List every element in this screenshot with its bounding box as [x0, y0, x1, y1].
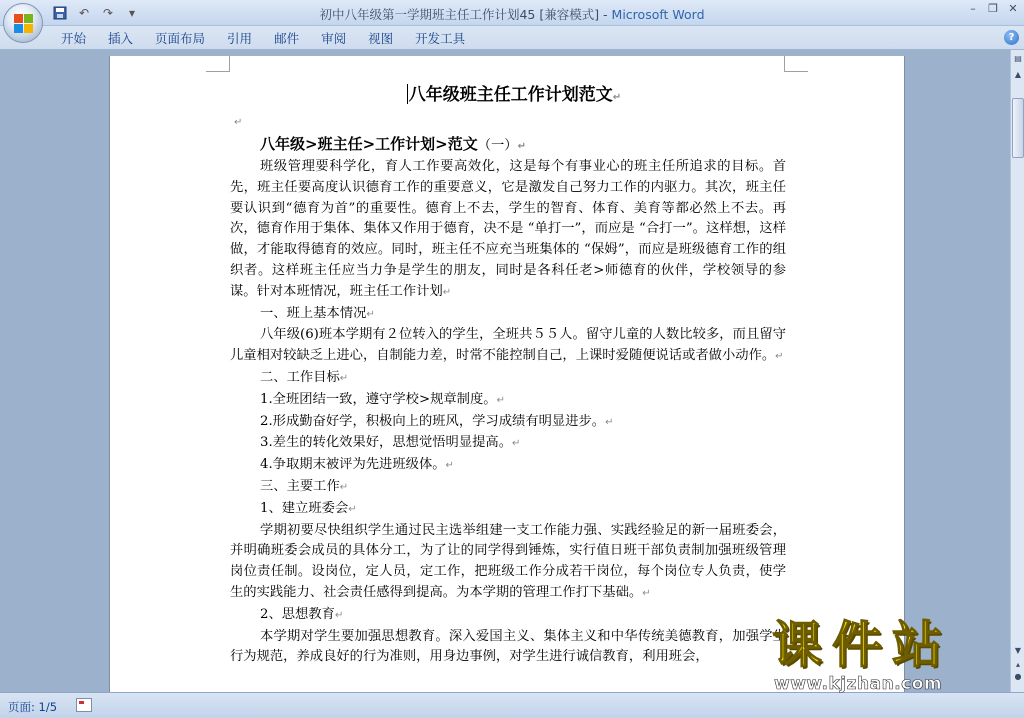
office-logo-icon [14, 14, 34, 34]
close-button[interactable]: ✕ [1008, 2, 1018, 15]
previous-page-icon[interactable]: ▴ [1015, 660, 1020, 669]
office-button[interactable] [3, 3, 43, 43]
title-bar [0, 0, 1024, 26]
paragraph-intro: 班级管理要科学化，育人工作要高效化，这是每个有事业心的班主任所追求的目标。首先，班主任要高度认识德育工作的重要意义，它是激发自己努力工作的内驱力。其次，班主任要认识到“德育为首”的重要性。德育上不去，学生的智育、体育、美育等都必然上不去。再次，德育作用于集体、集体又作用于德育，决不是 “单打一”，而应是 “合打一”。这样想，这样做，才能取得德育的效应。同时，班主任不应充当班集体的 “保姆”，而应是班级德育工作的组织者。这样班主任应当力争是学生的朋友，同时是各科任老>师德育的伙伴，学校领导的参谋。针对本班情况，班主任工作计划↵ [230, 159, 786, 299]
heading-basic-info: 一、班上基本情况↵ [260, 305, 375, 321]
crop-mark-top-left [206, 56, 230, 72]
watermark-logo [772, 616, 1012, 696]
crop-mark-top-right [784, 56, 808, 72]
heading-ideological-education: 2、思想教育↵ [260, 606, 344, 622]
document-name: 初中八年级第一学期班主任工作计划45 [兼容模式] - [319, 7, 612, 22]
goal-item: 2.形成勤奋好学，积极向上的班风，学习成绩有明显进步。↵ [260, 413, 614, 429]
minimize-button[interactable]: – [970, 2, 976, 15]
document-page[interactable] [110, 56, 904, 692]
ribbon-tab-strip [0, 26, 1024, 50]
tab-insert[interactable]: 插入 [108, 31, 134, 46]
ribbon-tabs [52, 30, 478, 48]
tab-view[interactable]: 视图 [368, 31, 394, 46]
text-cursor [407, 84, 408, 104]
watermark-url: www.kjzhan.com [774, 674, 943, 694]
document-content[interactable] [230, 80, 786, 668]
empty-paragraph: ↵ [234, 117, 243, 128]
goal-item: 4.争取期末被评为先进班级体。↵ [260, 457, 454, 473]
tab-mailings[interactable]: 邮件 [274, 31, 300, 46]
heading-main-work: 三、主要工作↵ [260, 478, 349, 494]
goal-item: 3.差生的转化效果好，思想觉悟明显提高。↵ [260, 435, 521, 451]
tab-developer[interactable]: 开发工具 [415, 31, 466, 46]
select-browse-object-icon[interactable]: ● [1014, 672, 1022, 681]
ruler-toggle-icon[interactable]: ▤ [1014, 54, 1022, 63]
tab-page-layout[interactable]: 页面布局 [155, 31, 206, 46]
goal-item: 1.全班团结一致，遵守学校>规章制度。↵ [260, 391, 505, 407]
heading-work-goals: 二、工作目标↵ [260, 369, 349, 385]
customize-toolbar-button[interactable]: ▾ [128, 6, 136, 20]
watermark-title: 课件站 [772, 616, 952, 674]
document-title: 八年级班主任工作计划范文↵ [408, 85, 622, 105]
page-count[interactable]: 页面: 1/5 [8, 700, 58, 714]
tab-review[interactable]: 审阅 [321, 31, 347, 46]
proofing-status-icon[interactable] [76, 698, 92, 712]
scroll-down-icon[interactable]: ▼ [1014, 646, 1022, 655]
tab-references[interactable]: 引用 [227, 31, 253, 46]
document-workspace [0, 50, 1010, 692]
vertical-scrollbar[interactable] [1010, 50, 1024, 692]
heading-class-committee: 1、建立班委会↵ [260, 500, 357, 516]
help-button[interactable]: ? [1004, 30, 1019, 45]
tab-home[interactable]: 开始 [61, 31, 87, 46]
window-controls [966, 2, 1020, 16]
restore-button[interactable]: ❐ [988, 2, 998, 15]
window-title [0, 5, 1024, 23]
paragraph-class-committee: 学期初要尽快组织学生通过民主选举组建一支工作能力强、实践经验足的新一届班委会，并明确班委会成员的具体分工，为了让的同学得到锤炼，实行值日班干部负责制加强班级管理岗位责任制。设岗位，定人员，定工作，把班级工作分成若干岗位，每个岗位专人负责，使学生的实践能力、社会责任感得到提高。为本学期的管理工作打下基础。↵ [230, 522, 786, 600]
undo-button[interactable]: ↶ [78, 6, 90, 20]
scroll-up-icon[interactable]: ▲ [1014, 70, 1022, 79]
redo-button[interactable]: ↷ [102, 6, 114, 20]
paragraph-ideological-education: 本学期对学生要加强思想教育。深入爱国主义、集体主义和中华传统美德教育，加强学生行为规范，养成良好的行为准则，用身边事例，对学生进行诚信教育，利用班会， [230, 628, 786, 665]
app-name: Microsoft Word [611, 7, 705, 22]
scroll-thumb[interactable] [1012, 98, 1024, 158]
paragraph-basic-info: 八年级(6)班本学期有２位转入的学生，全班共５５人。留守儿童的人数比较多，而且留守儿童相对较缺乏上进心，自制能力差，时常不能控制自己，上课时爱随便说话或者做小动作。↵ [230, 327, 786, 364]
section-subtitle: 八年级>班主任>工作计划>范文（一）↵ [260, 135, 526, 153]
